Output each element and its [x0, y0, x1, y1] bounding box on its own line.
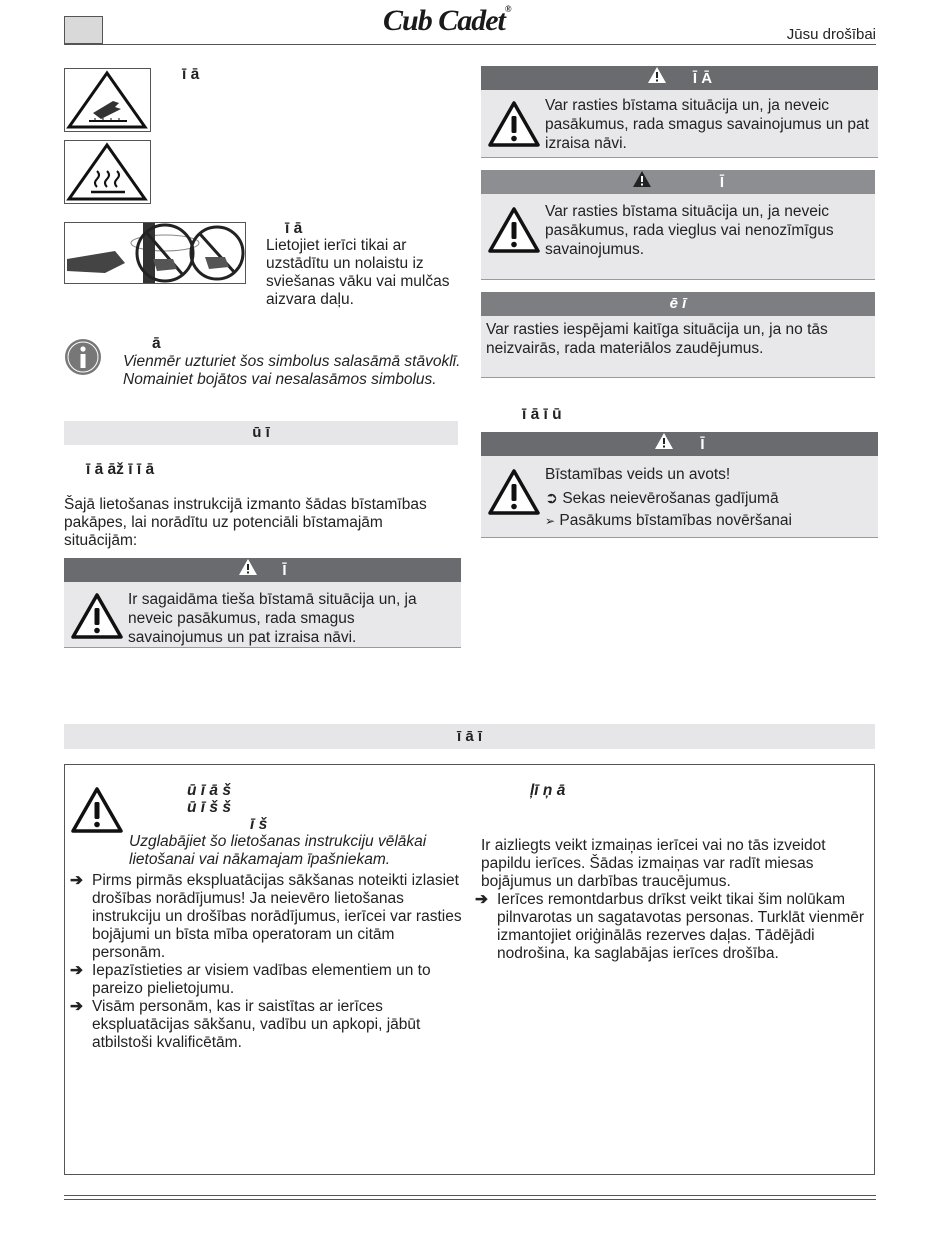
page-number-box: [64, 16, 103, 44]
hand-warning-icon: [65, 69, 150, 131]
danger-panel-text: Ir sagaidāma tieša bīstamā situācija un, ja neveic pasākumus, rada smagus savainojumus un pat izraisa nāvi.: [128, 591, 417, 646]
caution-panel-rule: [481, 279, 875, 280]
general-warning-icon: [70, 786, 124, 839]
general-right-bullets: [475, 891, 870, 963]
general-heading-line3: ī š: [250, 816, 268, 833]
warning-panel-head: Ī Ā: [481, 66, 878, 90]
danger-panel-rule: [64, 647, 461, 648]
header-rule: [64, 44, 876, 45]
general-heading-line2: ū ī š š: [187, 799, 231, 816]
hazard-levels-subheading: ī ā āž ī ī ā: [86, 461, 155, 478]
caution-icon: [487, 206, 541, 259]
hand-pictogram-caption: ī ā: [182, 66, 200, 83]
info-note-text: Vienmēr uzturiet šos simbolus salasāmā stāvoklī. Nomainiet bojātos vai nesalasāmos simbolus.: [123, 353, 461, 388]
mower-caption-title: ī ā: [285, 220, 303, 237]
mower-caption-text: Lietojiet ierīci tikai ar uzstādītu un nolaistu iz sviešanas vāku vai mulčas aizvara daļu.: [266, 237, 450, 308]
no-operation-without-guard-icon: [65, 223, 245, 283]
list-item: ➔ Iepazīstieties ar visiem vadības elementiem un to pareizo pielietojumu.: [70, 962, 431, 997]
caution-panel: [481, 170, 875, 280]
section-title: Jūsu drošībai: [786, 26, 876, 43]
arrow-circle-icon: ➲: [545, 490, 558, 507]
footer-rule-bottom: [64, 1199, 876, 1200]
general-safety-bar: ī ā ī: [64, 724, 875, 749]
hazard-levels-intro: Šajā lietošanas instrukcijā izmanto šādas bīstamības pakāpes, lai norādītu uz potenciāli bīstamajām situācijām:: [64, 496, 427, 549]
arrow-right-icon: ➔: [70, 962, 83, 979]
general-left-bullets: [70, 872, 462, 1052]
danger-panel-head: Ī: [64, 558, 461, 582]
notice-panel-rule: [481, 377, 875, 378]
structure-line-measure: ➢ Pasākums bīstamības novēršanai: [545, 512, 792, 529]
caution-small-icon: [632, 170, 652, 196]
modifications-paragraph: Ir aizliegts veikt izmaiņas ierīcei vai no tās izveidot papildu ierīces. Šādas izmaiņas var radīt miesas bojājumus un darbības traucējumus.: [481, 837, 826, 890]
caution-panel-text: Var rasties bīstama situācija un, ja neveic pasākumus, rada vieglus vai nenozīmīgus savainojumus.: [545, 203, 834, 258]
notice-panel-head: ē ī: [481, 292, 875, 316]
info-icon: [64, 338, 102, 376]
arrow-right-icon: ➔: [475, 891, 488, 908]
mower-guard-pictogram: [64, 222, 246, 284]
structure-panel: [481, 432, 878, 538]
warning-small-icon: [647, 66, 667, 92]
warning-panel: [481, 66, 878, 158]
warning-icon: [487, 100, 541, 153]
warning-panel-rule: [481, 157, 878, 158]
hot-surface-hand-pictogram: [64, 68, 151, 132]
hot-surface-pictogram: [64, 140, 151, 204]
info-note-title: ā: [152, 335, 161, 352]
structure-heading: ī ā ī ū: [522, 406, 562, 423]
list-item: ➔ Pirms pirmās ekspluatācijas sākšanas noteikti izlasiet drošības norādījumus! Ja neievēro lietošanas instrukciju un drošības norādījumus, ierīcei var rasties bojājumi un bīsta mība operatoram un citām personām.: [70, 872, 462, 961]
danger-warning-icon: [70, 592, 124, 645]
arrow-triangle-icon: ➢: [545, 514, 556, 528]
notice-panel: [481, 292, 875, 378]
warning-panel-text: Var rasties bīstama situācija un, ja neveic pasākumus, rada smagus savainojumus un pat izraisa nāvi.: [545, 97, 869, 152]
footer-rule-top: [64, 1195, 876, 1196]
structure-panel-rule: [481, 537, 878, 538]
arrow-right-icon: ➔: [70, 998, 83, 1015]
brand-logo: Cub Cadet®: [383, 4, 511, 37]
structure-panel-head: Ī: [481, 432, 878, 456]
general-heading-line1: ū ī ā š: [187, 782, 231, 799]
structure-line-consequence: ➲ Sekas neievērošanas gadījumā: [545, 490, 779, 507]
hazard-levels-bar: ū ī: [64, 421, 458, 445]
general-keep-instructions: Uzglabājiet šo lietošanas instrukciju vēlākai lietošanai vai nākamajam īpašniekam.: [129, 833, 427, 868]
danger-panel: [64, 558, 461, 648]
modifications-heading: ļī ņ ā: [530, 782, 566, 799]
danger-small-warning-icon: [238, 558, 258, 584]
notice-panel-text: Var rasties iespējami kaitīga situācija un, ja no tās neizvairās, rada materiālos zaudējumus.: [486, 321, 828, 357]
caution-panel-head: Ī: [481, 170, 875, 194]
structure-line-source: Bīstamības veids un avots!: [545, 466, 731, 483]
structure-warning-icon: [487, 468, 541, 521]
hot-surface-icon: [65, 141, 150, 203]
arrow-right-icon: ➔: [70, 872, 83, 889]
list-item: ➔ Ierīces remontdarbus drīkst veikt tikai šim nolūkam pilnvarotas un sagatavotas personas. Turklāt vienmēr izmantojiet oriģinālās rezerves daļas. Tādējādi nodrošina, ka saglabājas ierīces drošība.: [475, 891, 865, 962]
structure-small-icon: [654, 432, 674, 458]
list-item: ➔ Visām personām, kas ir saistītas ar ierīces ekspluatācijas sākšanu, vadību un apkopi, jābūt atbilstoši kvalificētām.: [70, 998, 421, 1051]
